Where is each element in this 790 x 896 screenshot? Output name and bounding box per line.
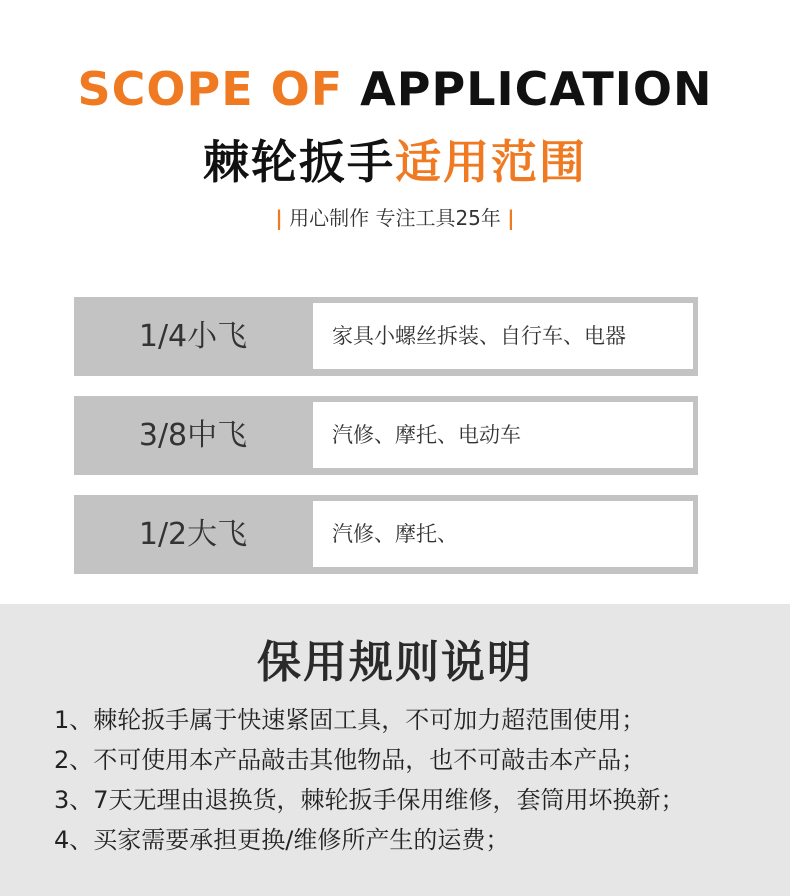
application-description: 汽修、摩托、 [313, 501, 693, 567]
application-row [74, 396, 698, 475]
application-row [74, 297, 698, 376]
tagline-bar-right: | [507, 206, 515, 230]
wrench-size-label: 1/4小飞 [138, 319, 248, 354]
warranty-rule: 1、棘轮扳手属于快速紧固工具，不可加力超范围使用； [54, 706, 646, 734]
wrench-size-label: 3/8中飞 [138, 418, 248, 453]
chinese-heading [0, 126, 790, 192]
application-description: 汽修、摩托、电动车 [313, 402, 693, 468]
warranty-rule: 2、不可使用本产品敲击其他物品，也不可敲击本产品； [54, 746, 646, 774]
application-table [74, 297, 698, 594]
warranty-rules-list [54, 700, 774, 860]
tagline-bar-left: | [275, 206, 283, 230]
heading-en-dark: APPLICATION [360, 62, 713, 116]
heading-en-accent: SCOPE OF [77, 62, 344, 116]
warranty-title: 保用规则说明 [257, 637, 533, 688]
warranty-rule: 3、7天无理由退换货，棘轮扳手保用维修，套筒用坏换新； [54, 786, 685, 814]
heading-cn-dark: 棘轮扳手 [203, 135, 395, 189]
warranty-rule: 4、买家需要承担更换/维修所产生的运费； [54, 826, 510, 854]
application-description: 家具小螺丝拆装、自行车、电器 [313, 303, 693, 369]
tagline-text: 用心制作 专注工具25年 [289, 206, 501, 230]
warranty-section [0, 604, 790, 896]
tagline [0, 202, 790, 231]
application-row [74, 495, 698, 574]
english-heading [0, 62, 790, 116]
heading-cn-accent: 适用范围 [395, 135, 587, 189]
wrench-size-label: 1/2大飞 [138, 517, 248, 552]
